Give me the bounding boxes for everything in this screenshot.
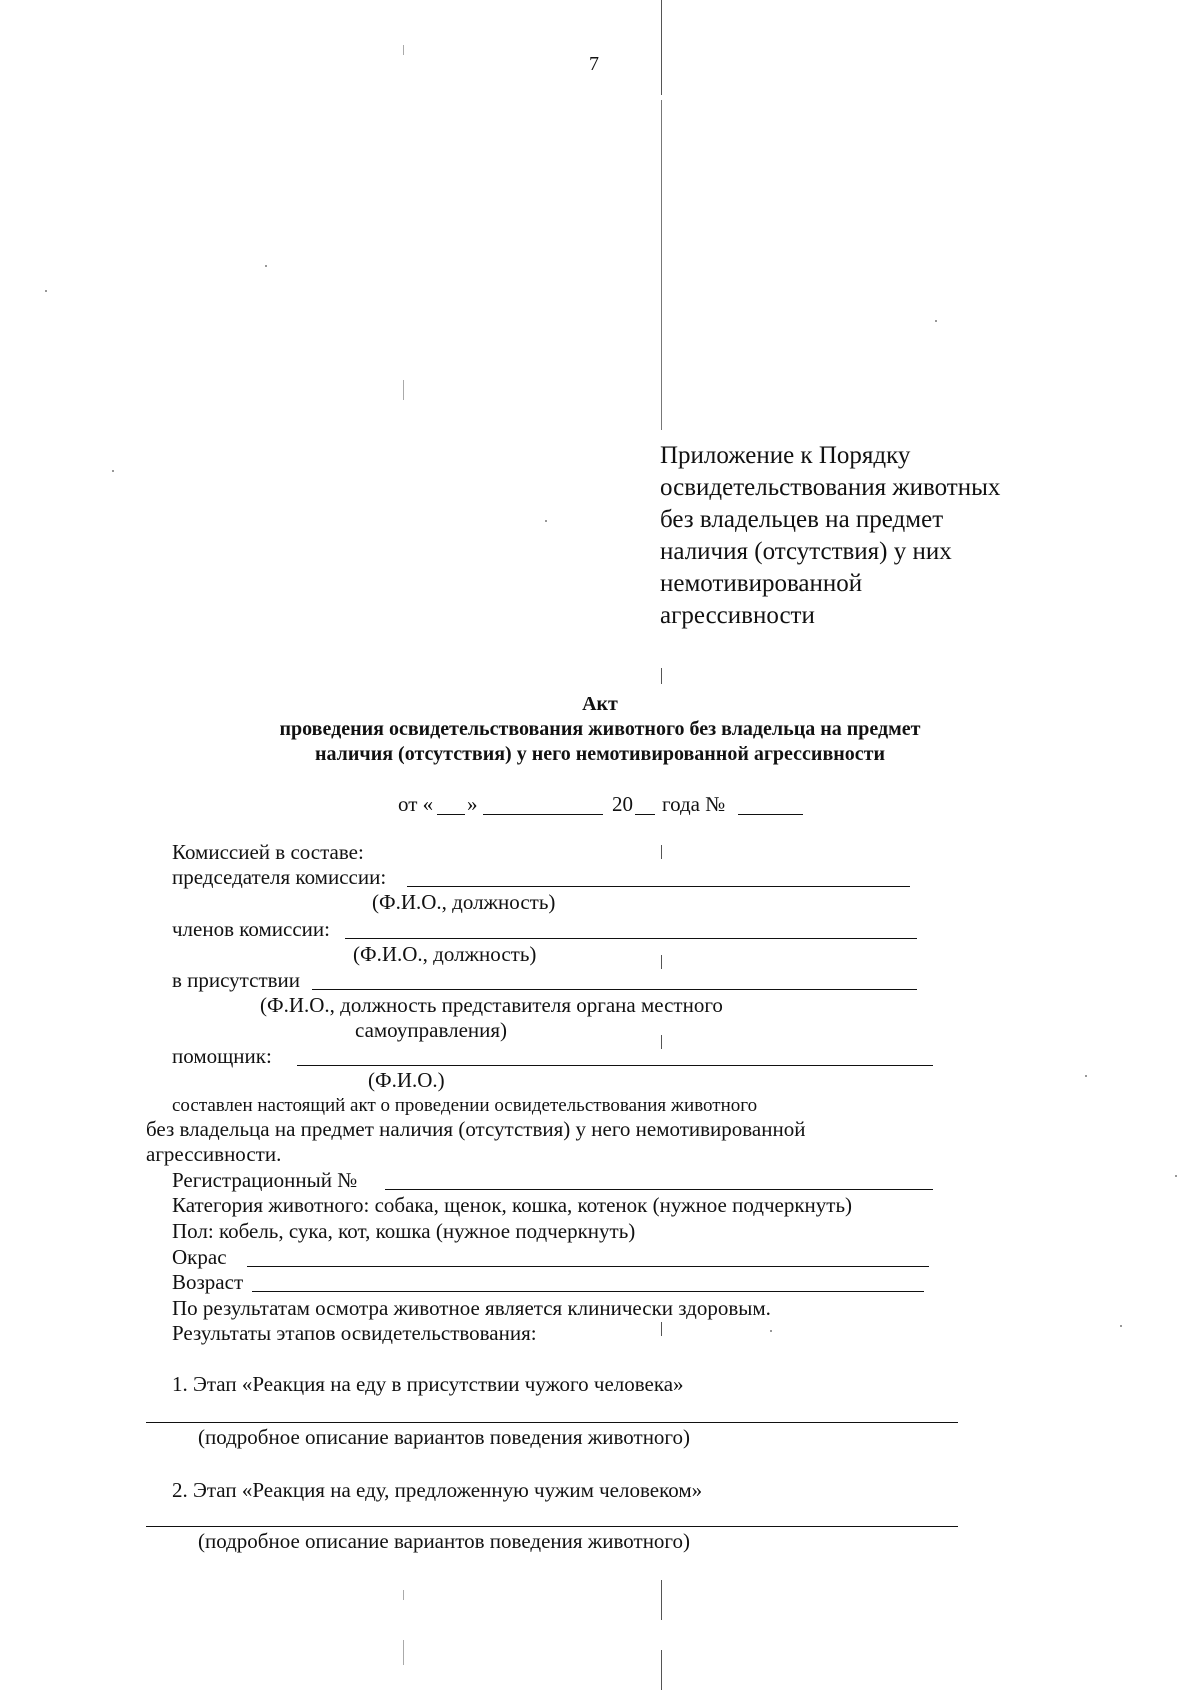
chair-label: председателя комиссии: — [172, 865, 387, 889]
statement-line-3: агрессивности. — [146, 1142, 282, 1166]
appendix-line: наличия (отсутствия) у них — [660, 538, 952, 565]
scan-speck — [935, 320, 937, 322]
scan-speck — [545, 520, 547, 522]
month-field[interactable] — [483, 814, 603, 815]
date-from-label: от « — [398, 792, 434, 816]
year-field[interactable] — [635, 814, 655, 815]
appendix-line: без владельцев на предмет — [660, 506, 944, 533]
presence-field[interactable] — [312, 989, 917, 990]
color-field[interactable] — [247, 1266, 929, 1267]
statement-line-2: без владельца на предмет наличия (отсутствия) у него немотивированной — [146, 1117, 806, 1141]
scan-fold-line — [661, 1650, 662, 1690]
scan-fold-line — [661, 668, 662, 684]
date-quote-close: » — [467, 792, 478, 816]
commission-label: Комиссией в составе: — [172, 840, 364, 864]
age-label: Возраст — [172, 1270, 244, 1294]
stage-hint: (подробное описание вариантов поведения животного) — [198, 1425, 691, 1449]
scan-speck — [45, 290, 47, 292]
assistant-label: помощник: — [172, 1044, 272, 1068]
act-heading: Акт — [582, 693, 618, 715]
appendix-line: Приложение к Порядку — [660, 442, 911, 469]
stage-description-field[interactable] — [146, 1526, 958, 1527]
scan-speck — [265, 265, 267, 267]
stage-title: 1. Этап «Реакция на еду в присутствии чужого человека» — [172, 1372, 684, 1396]
statement-line-1: составлен настоящий акт о проведении освидетельствования животного — [172, 1095, 758, 1116]
stage-title: 2. Этап «Реакция на еду, предложенную чужим человеком» — [172, 1478, 703, 1502]
act-subtitle-line-2: наличия (отсутствия) у него немотивированной агрессивности — [314, 743, 886, 765]
scan-fold-line — [403, 1590, 404, 1600]
scan-fold-line — [403, 380, 404, 400]
results-label: Результаты этапов освидетельствования: — [172, 1321, 537, 1345]
act-subtitle-line-1: проведения освидетельствования животного без владельца на предмет — [279, 718, 921, 740]
members-field[interactable] — [345, 938, 917, 939]
presence-hint-1: (Ф.И.О., должность представителя органа местного — [260, 993, 723, 1017]
scan-speck — [112, 470, 114, 472]
assistant-field[interactable] — [297, 1065, 933, 1066]
appendix-line: агрессивности — [660, 602, 815, 629]
registration-label: Регистрационный № — [172, 1168, 358, 1192]
year-prefix: 20 — [612, 792, 633, 816]
day-field[interactable] — [437, 814, 465, 815]
scan-fold-line — [403, 45, 404, 55]
chair-hint: (Ф.И.О., должность) — [372, 890, 556, 914]
presence-hint-2: самоуправления) — [355, 1018, 508, 1042]
scan-fold-line — [661, 1035, 662, 1049]
appendix-line: освидетельствования животных — [660, 474, 1001, 501]
category-line: Категория животного: собака, щенок, кошка, котенок (нужное подчеркнуть) — [172, 1193, 853, 1217]
registration-field[interactable] — [385, 1189, 933, 1190]
assistant-hint: (Ф.И.О.) — [368, 1068, 445, 1092]
age-field[interactable] — [252, 1291, 924, 1292]
scan-fold-line — [403, 1640, 404, 1665]
scan-fold-line — [661, 1580, 662, 1620]
stage-hint: (подробное описание вариантов поведения животного) — [198, 1529, 691, 1553]
page-number: 7 — [589, 53, 599, 75]
scan-fold-line — [661, 100, 662, 430]
scan-speck — [1120, 1325, 1122, 1327]
scan-fold-line — [661, 845, 662, 859]
sex-line: Пол: кобель, сука, кот, кошка (нужное подчеркнуть) — [172, 1219, 636, 1243]
members-hint: (Ф.И.О., должность) — [353, 942, 537, 966]
chair-field[interactable] — [407, 886, 910, 887]
appendix-line: немотивированной — [660, 570, 863, 597]
scan-speck — [1175, 1175, 1177, 1177]
act-number-field[interactable] — [738, 814, 803, 815]
scan-speck — [770, 1330, 772, 1332]
members-label: членов комиссии: — [172, 917, 330, 941]
stage-description-field[interactable] — [146, 1422, 958, 1423]
color-label: Окрас — [172, 1245, 227, 1269]
appendix-note — [660, 440, 1000, 632]
presence-label: в присутствии — [172, 968, 301, 992]
health-line: По результатам осмотра животное является клинически здоровым. — [172, 1296, 771, 1320]
scan-fold-line — [661, 0, 662, 95]
year-number-label: года № — [662, 792, 726, 816]
scan-speck — [1085, 1075, 1087, 1077]
scan-fold-line — [661, 1322, 662, 1336]
scan-fold-line — [661, 955, 662, 969]
